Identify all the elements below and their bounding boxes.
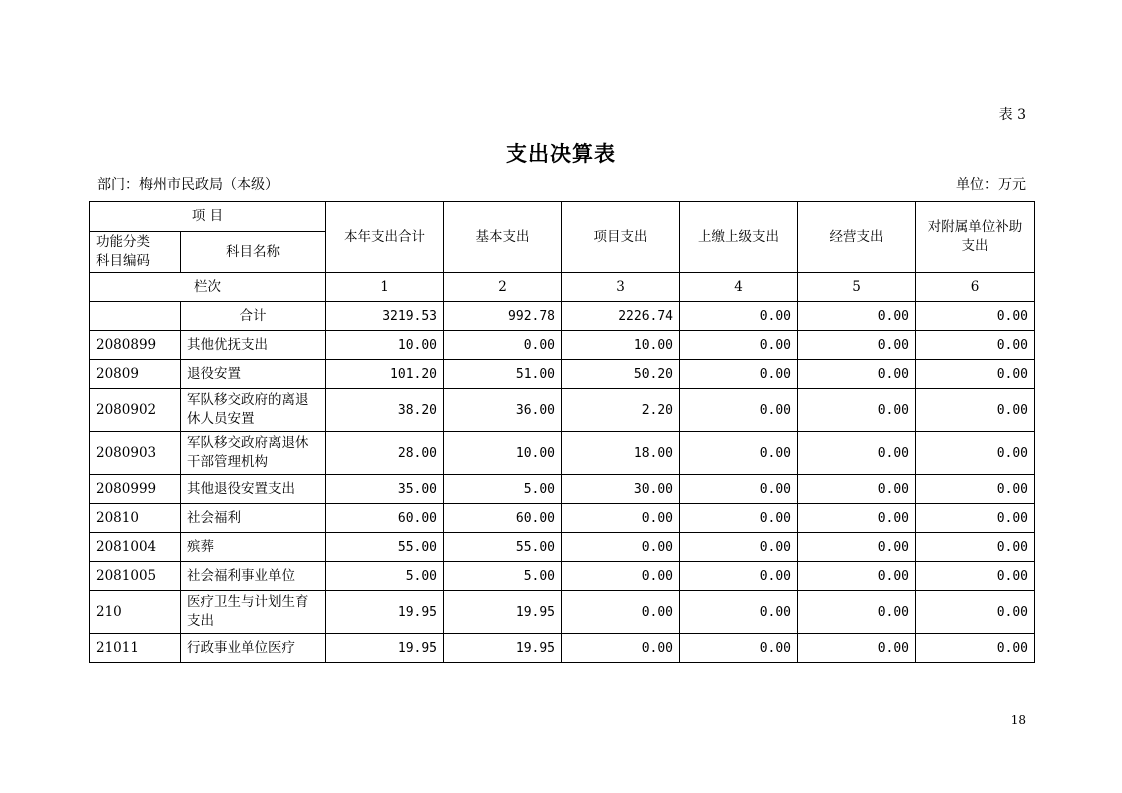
row-value-2: 19.95 xyxy=(444,634,562,663)
total-value-5: 0.00 xyxy=(798,302,916,331)
row-value-1: 19.95 xyxy=(326,634,444,663)
total-value-2: 992.78 xyxy=(444,302,562,331)
row-value-3: 0.00 xyxy=(562,634,680,663)
row-value-6: 0.00 xyxy=(916,389,1035,432)
row-value-5: 0.00 xyxy=(798,389,916,432)
row-value-6: 0.00 xyxy=(916,475,1035,504)
total-value-6: 0.00 xyxy=(916,302,1035,331)
row-value-6: 0.00 xyxy=(916,533,1035,562)
row-value-6: 0.00 xyxy=(916,360,1035,389)
row-name: 社会福利 xyxy=(181,504,326,533)
row-value-2: 5.00 xyxy=(444,475,562,504)
total-row xyxy=(90,302,1035,331)
table-row xyxy=(90,591,1035,634)
row-value-2: 19.95 xyxy=(444,591,562,634)
row-code: 210 xyxy=(90,591,181,634)
table-row xyxy=(90,533,1035,562)
department-label: 部门：梅州市民政局（本级） xyxy=(97,177,279,193)
row-value-4: 0.00 xyxy=(680,432,798,475)
row-value-4: 0.00 xyxy=(680,533,798,562)
row-value-4: 0.00 xyxy=(680,634,798,663)
row-value-3: 0.00 xyxy=(562,533,680,562)
total-value-1: 3219.53 xyxy=(326,302,444,331)
row-value-2: 55.00 xyxy=(444,533,562,562)
col-num-1: 1 xyxy=(326,273,444,302)
row-value-5: 0.00 xyxy=(798,533,916,562)
header-business: 经营支出 xyxy=(798,202,916,273)
row-value-5: 0.00 xyxy=(798,562,916,591)
col-num-5: 5 xyxy=(798,273,916,302)
table-row xyxy=(90,360,1035,389)
header-project: 项目支出 xyxy=(562,202,680,273)
row-value-1: 55.00 xyxy=(326,533,444,562)
row-name: 其他退役安置支出 xyxy=(181,475,326,504)
row-value-4: 0.00 xyxy=(680,331,798,360)
header-column-order: 栏次 xyxy=(90,273,326,302)
row-code: 2080902 xyxy=(90,389,181,432)
row-name: 退役安置 xyxy=(181,360,326,389)
row-value-4: 0.00 xyxy=(680,562,798,591)
row-value-6: 0.00 xyxy=(916,562,1035,591)
table-row xyxy=(90,331,1035,360)
row-value-4: 0.00 xyxy=(680,591,798,634)
header-upper: 上缴上级支出 xyxy=(680,202,798,273)
table-row xyxy=(90,432,1035,475)
col-num-2: 2 xyxy=(444,273,562,302)
expenditure-table xyxy=(89,201,1035,663)
row-value-5: 0.00 xyxy=(798,432,916,475)
row-value-3: 0.00 xyxy=(562,591,680,634)
col-num-4: 4 xyxy=(680,273,798,302)
row-value-1: 10.00 xyxy=(326,331,444,360)
table-row xyxy=(90,475,1035,504)
row-value-2: 0.00 xyxy=(444,331,562,360)
row-value-4: 0.00 xyxy=(680,360,798,389)
row-value-6: 0.00 xyxy=(916,331,1035,360)
row-value-6: 0.00 xyxy=(916,634,1035,663)
row-name: 医疗卫生与计划生育 支出 xyxy=(181,591,326,634)
header-code: 功能分类 科目编码 xyxy=(90,232,181,273)
header-name: 科目名称 xyxy=(181,232,326,273)
row-value-5: 0.00 xyxy=(798,504,916,533)
total-label: 合计 xyxy=(181,302,326,331)
unit-label: 单位：万元 xyxy=(956,177,1026,193)
row-value-3: 2.20 xyxy=(562,389,680,432)
row-name: 其他优抚支出 xyxy=(181,331,326,360)
row-code: 2081004 xyxy=(90,533,181,562)
row-value-5: 0.00 xyxy=(798,475,916,504)
table-row xyxy=(90,389,1035,432)
row-value-2: 36.00 xyxy=(444,389,562,432)
row-value-2: 60.00 xyxy=(444,504,562,533)
row-code: 2080903 xyxy=(90,432,181,475)
row-code: 2080899 xyxy=(90,331,181,360)
table-row xyxy=(90,634,1035,663)
row-value-1: 28.00 xyxy=(326,432,444,475)
header-total: 本年支出合计 xyxy=(326,202,444,273)
row-value-3: 10.00 xyxy=(562,331,680,360)
row-code: 21011 xyxy=(90,634,181,663)
row-code: 2081005 xyxy=(90,562,181,591)
row-value-6: 0.00 xyxy=(916,504,1035,533)
row-code: 20809 xyxy=(90,360,181,389)
row-value-1: 5.00 xyxy=(326,562,444,591)
row-value-4: 0.00 xyxy=(680,475,798,504)
row-value-3: 0.00 xyxy=(562,562,680,591)
row-name: 社会福利事业单位 xyxy=(181,562,326,591)
row-value-1: 38.20 xyxy=(326,389,444,432)
row-name: 殡葬 xyxy=(181,533,326,562)
row-code: 2080999 xyxy=(90,475,181,504)
page-title: 支出决算表 xyxy=(506,141,616,166)
row-value-3: 18.00 xyxy=(562,432,680,475)
row-value-5: 0.00 xyxy=(798,591,916,634)
row-value-5: 0.00 xyxy=(798,360,916,389)
row-value-1: 19.95 xyxy=(326,591,444,634)
header-basic: 基本支出 xyxy=(444,202,562,273)
row-value-2: 51.00 xyxy=(444,360,562,389)
row-value-5: 0.00 xyxy=(798,331,916,360)
row-name: 军队移交政府离退休 干部管理机构 xyxy=(181,432,326,475)
row-value-6: 0.00 xyxy=(916,432,1035,475)
page-number: 18 xyxy=(1010,713,1026,727)
row-value-2: 10.00 xyxy=(444,432,562,475)
total-value-4: 0.00 xyxy=(680,302,798,331)
row-value-3: 0.00 xyxy=(562,504,680,533)
row-value-2: 5.00 xyxy=(444,562,562,591)
col-num-3: 3 xyxy=(562,273,680,302)
row-name: 军队移交政府的离退 休人员安置 xyxy=(181,389,326,432)
table-row xyxy=(90,504,1035,533)
table-number: 表 3 xyxy=(998,107,1026,123)
header-item: 项 目 xyxy=(90,202,326,232)
row-value-5: 0.00 xyxy=(798,634,916,663)
col-num-6: 6 xyxy=(916,273,1035,302)
total-value-3: 2226.74 xyxy=(562,302,680,331)
row-value-1: 101.20 xyxy=(326,360,444,389)
row-value-6: 0.00 xyxy=(916,591,1035,634)
header-subsidy: 对附属单位补助 支出 xyxy=(916,202,1035,273)
table-row xyxy=(90,562,1035,591)
row-value-3: 30.00 xyxy=(562,475,680,504)
total-code-cell xyxy=(90,302,181,331)
row-code: 20810 xyxy=(90,504,181,533)
row-value-1: 60.00 xyxy=(326,504,444,533)
row-name: 行政事业单位医疗 xyxy=(181,634,326,663)
row-value-4: 0.00 xyxy=(680,389,798,432)
row-value-4: 0.00 xyxy=(680,504,798,533)
row-value-3: 50.20 xyxy=(562,360,680,389)
row-value-1: 35.00 xyxy=(326,475,444,504)
